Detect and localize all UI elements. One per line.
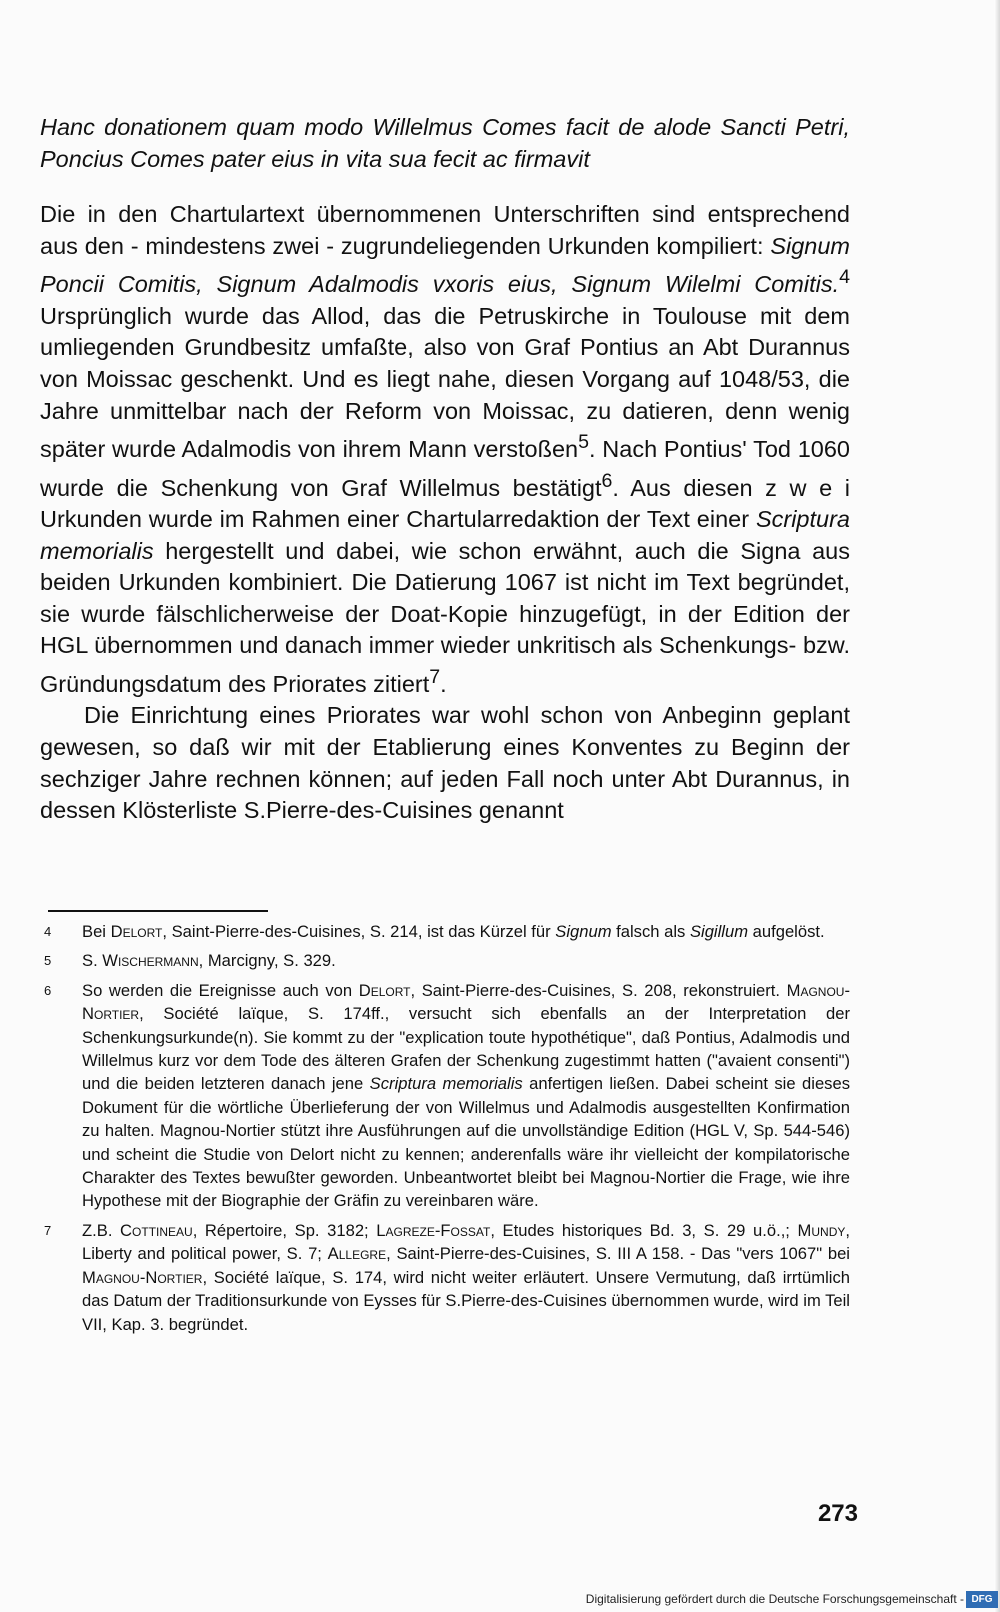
footnote-ref-6[interactable]: 6 bbox=[601, 469, 613, 492]
footnote-ref-4[interactable]: 4 bbox=[839, 266, 850, 289]
footnote-7 bbox=[42, 1219, 850, 1336]
footnote-ref-7[interactable]: 7 bbox=[429, 665, 441, 688]
footnote-5 bbox=[42, 949, 850, 972]
latin-quote: Hanc donationem quam modo Willelmus Comes facit de alode Sancti Petri, Poncius Comes pater eius in vita sua fecit ac firmavit bbox=[40, 114, 850, 172]
scriptura-memorialis: Scriptura memorialis bbox=[40, 506, 850, 564]
paragraph-1: Die in den Chartulartext übernommenen Unterschriften sind entsprechend aus den - mindestens zwei - zugrundeliegenden Urkunden kompiliert: Signum Poncii Comitis, Signum Adalmodis vxoris eius, Signum Wilelmi Comitis.$^4$ Ursprünglich wurde das Allod, das die Petruskirche in Toulouse mit dem umliegenden Grundbesitz umfaßte, also von Graf Pontius an Abt Durannus von Moissac geschenkt. Und es liegt nahe, diesen Vorgang auf 1048/53, die Jahre unmittelbar nach der Reform von Moissac, zu datieren, denn wenig später wurde Adalmodis von ihrem Mann verstoßen$^5$. Nach Pontius' Tod 1060 wurde die Schenkung von Graf Willelmus bestätigt$^6$. Aus diesen z w e i Urkunden wurde im Rahmen einer Chartularredaktion der Text einer Scriptura memorialis hergestellt und dabei, wie schon erwähnt, auch die Signa aus beiden Urkunden kombiniert. Die Datierung 1067 ist nicht im Text begründet, sie wurde fälschlicherweise der Doat-Kopie hinzugefügt, in der Edition der HGL übernommen und danach immer wieder unkritisch als Schenkungs- bzw. Gründungsdatum des Priorates zitiert$^7$. bbox=[40, 201, 850, 697]
footnote-text: S. Wischermann, Marcigny, S. 329. bbox=[82, 951, 336, 971]
footnote-4 bbox=[42, 920, 850, 943]
footnote-text: Bei Delort, Saint-Pierre-des-Cuisines, S. 214, ist das Kürzel für Signum falsch als Sigillum aufgelöst. bbox=[82, 922, 825, 941]
page-number: 273 bbox=[817, 1500, 858, 1527]
scan-edge bbox=[994, 0, 1000, 1612]
footnote-6 bbox=[42, 979, 850, 1213]
footnote-ref-5[interactable]: 5 bbox=[578, 431, 590, 454]
footnote-text: Z.B. Cottineau, Répertoire, Sp. 3182; Lagreze-Fossat, Etudes historiques Bd. 3, S. 29 u.ö.,; Mundy, Liberty and political power, S. 7; Allegre, Saint-Pierre-des-Cuisines, S. III A 158. - Das "vers 1067" bei Magnou-Nortier, Société laïque, S. 174, wird nicht weiter erläutert. Unsere Vermutung, daß irrtümlich das Datum der Traditionsurkunde von Eysses für S.Pierre-des-Cuisines übernommen wurde, wird im Teil VII, Kap. 3. begründet. bbox=[82, 1220, 850, 1334]
footnote-number: 4 bbox=[44, 924, 52, 939]
dfg-logo: DFG bbox=[966, 1591, 998, 1608]
footnote-text: So werden die Ereignisse auch von Delort, Saint-Pierre-des-Cuisines, S. 208, rekonstruiert. Magnou-Nortier, Société laïque, S. 174ff., versucht sich ebenfalls an der Interpretation der Schenkungsurkunde(n). Sie kommt zu der "explication toute hypothétique", daß Pontius, Adalmodis und Willelmus kurz vor dem Tode des älteren Grafen der Schenkung zugestimmt hatten ("avaient consenti") und die beiden letzteren danach jene Scriptura memorialis anfertigen ließen. Dabei scheint sie dieses Dokument für die wörtliche Überlieferung der von Willelmus und Adalmodis ausgestellten Konfirmation zu halten. Magnou-Nortier stützt ihre Ausführungen auf die unvollständige Edition (HGL V, Sp. 544-546) und scheint die Studie von Delort nicht zu kennen; anderenfalls wäre ihr vielleicht der kompilatorische Charakter des Textes bewußter geworden. Unbeantwortet bleibt bei Magnou-Nortier die Frage, wie ihre Hypothese mit der Biographie der Gräfin zu vereinbaren wäre. bbox=[82, 980, 850, 1211]
footnote-number: 6 bbox=[44, 982, 52, 998]
funding-credit: Digitalisierung gefördert durch die Deutsche Forschungsgemeinschaft - bbox=[585, 1592, 964, 1606]
footnote-number: 5 bbox=[44, 953, 52, 969]
main-text bbox=[40, 112, 850, 827]
footnote-divider bbox=[48, 910, 268, 912]
footnote-number: 7 bbox=[44, 1222, 52, 1238]
signa-quote: Signum Poncii Comitis, Signum Adalmodis vxoris eius, Signum Wilelmi Comitis. bbox=[40, 232, 850, 298]
paragraph-2: Die Einrichtung eines Priorates war wohl schon von Anbeginn geplant gewesen, so daß wir mit der Etablierung eines Konventes zu Beginn der sechziger Jahre rechnen können; auf jeden Fall noch unter Abt Durannus, in dessen Klösterliste S.Pierre-des-Cuisines genannt bbox=[40, 702, 850, 824]
footnotes bbox=[42, 920, 850, 1342]
